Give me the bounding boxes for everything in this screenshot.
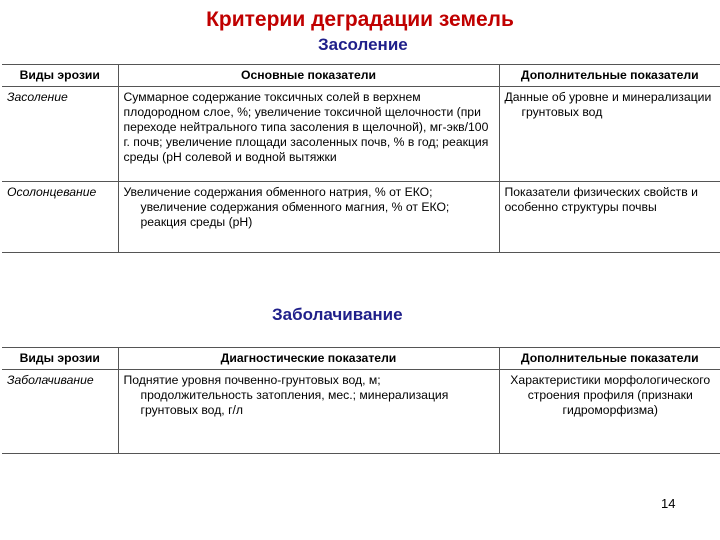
section-heading-salinization: Засоление [318, 35, 408, 54]
table-row [2, 87, 720, 182]
row-extra-indicators: Показатели физических свойств и особенно структуры почвы [499, 182, 720, 253]
table-header-row [2, 65, 720, 87]
row-main-indicators: Поднятие уровня почвенно-грунтовых вод, м; продолжительность затопления, мес.; минерализация грунтовых вод, г/л [118, 370, 499, 454]
row-main-indicators: Увеличение содержания обменного натрия, % от ЕКО; увеличение содержания обменного магния, % от ЕКО; реакция среды (рН) [118, 182, 499, 253]
column-header-main: Основные показатели [118, 65, 499, 87]
page-number: 14 [661, 496, 676, 511]
waterlogging-table [2, 347, 720, 454]
salinization-table [2, 64, 720, 253]
row-extra-indicators: Данные об уровне и минерализации грунтовых вод [499, 87, 720, 182]
table-row [2, 370, 720, 454]
column-header-kind: Виды эрозии [2, 65, 118, 87]
row-extra-indicators: Характеристики морфологического строения профиля (признаки гидроморфизма) [499, 370, 720, 454]
section-heading-waterlogging: Заболачивание [272, 305, 403, 324]
row-main-indicators: Суммарное содержание токсичных солей в верхнем плодородном слое, %; увеличение токсичной щелочности (при переходе нейтрального типа засоления в щелочной), мг-экв/100 г. почв; увеличение площади засоленных почв, % в год; реакция среды (рН солевой и водной вытяжки [118, 87, 499, 182]
column-header-extra: Дополнительные показатели [499, 65, 720, 87]
column-header-kind: Виды эрозии [2, 348, 118, 370]
column-header-extra: Дополнительные показатели [499, 348, 720, 370]
row-kind: Заболачивание [2, 370, 118, 454]
row-kind: Осолонцевание [2, 182, 118, 253]
row-kind: Засоление [2, 87, 118, 182]
table-row [2, 182, 720, 253]
table-header-row [2, 348, 720, 370]
column-header-main: Диагностические показатели [118, 348, 499, 370]
page-title: Критерии деградации земель [206, 8, 514, 31]
